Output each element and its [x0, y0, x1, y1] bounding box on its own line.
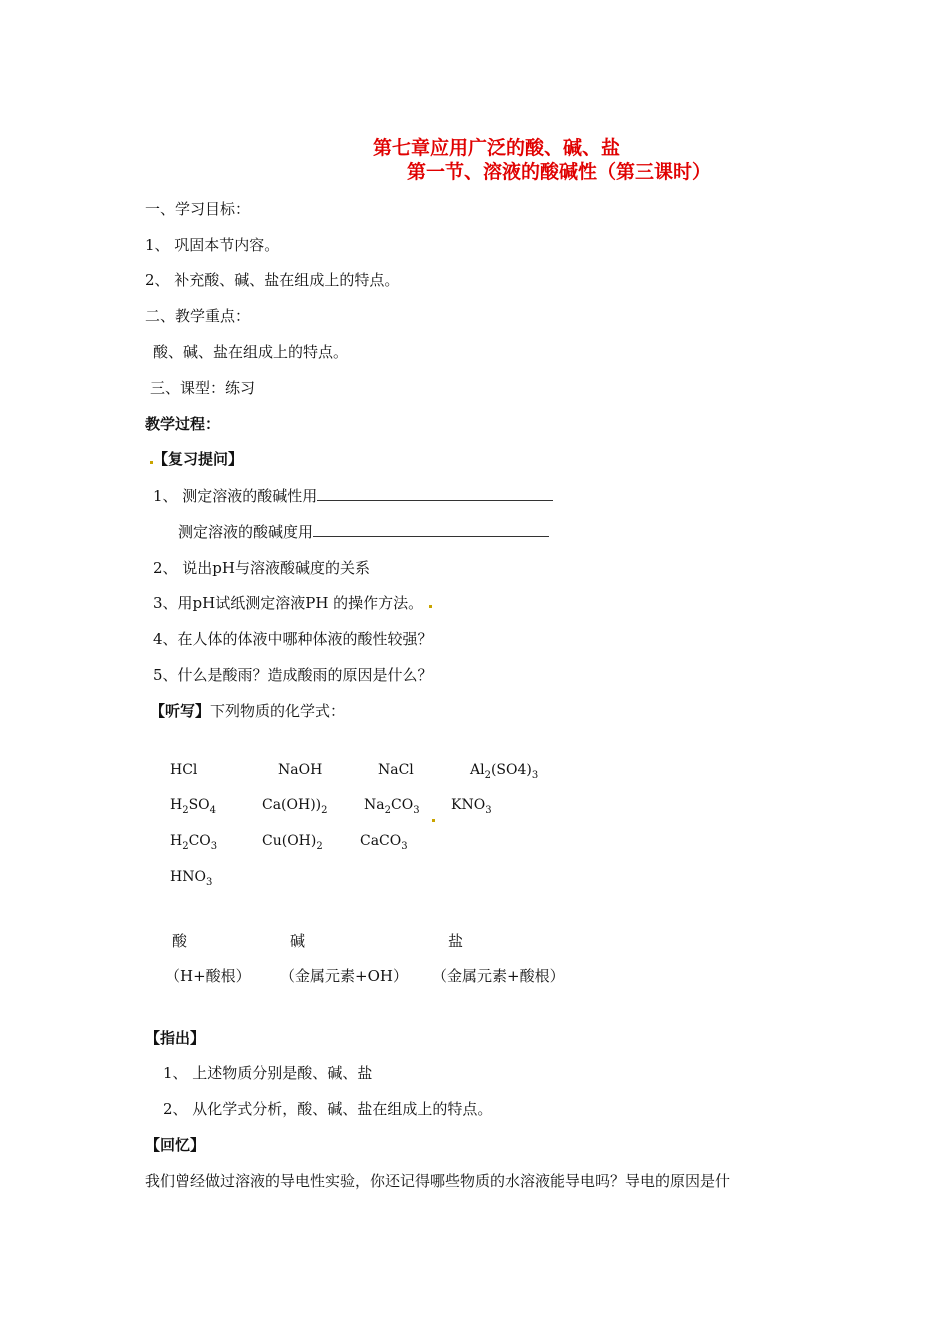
goal-item-1: 1、 巩固本节内容。 — [145, 236, 280, 254]
mark-dot — [432, 808, 435, 826]
category-salt: 盐 — [448, 932, 464, 950]
category-salt-def: （金属元素+酸根） — [432, 967, 565, 985]
recall-heading: 【回忆】 — [145, 1136, 206, 1154]
focus-heading: 二、教学重点： — [145, 307, 251, 325]
formula-cuoh2: $Cu(OH)_2$ — [262, 833, 323, 852]
question-2: 2、 说出pH与溶液酸碱度的关系 — [153, 559, 370, 577]
goals-heading: 一、学习目标： — [145, 200, 251, 218]
question-3: 3、用pH试纸测定溶液PH 的操作方法。 — [153, 592, 432, 613]
review-heading: 【复习提问】 — [150, 448, 243, 469]
formula-al2so43: $Al_2(SO4)_3$ — [470, 762, 539, 781]
category-base: 碱 — [290, 932, 306, 950]
category-acid: 酸 — [172, 932, 188, 950]
point-out-item-1: 1、 上述物质分别是酸、碱、盐 — [163, 1064, 373, 1082]
formula-caoh2: $Ca(OH))_2$ — [262, 797, 328, 816]
answer-blank-1[interactable] — [317, 486, 553, 501]
formula-kno3: $KNO_3$ — [451, 797, 492, 816]
formula-nacl: NaCl — [378, 762, 414, 778]
focus-text: 酸、碱、盐在组成上的特点。 — [153, 343, 349, 361]
category-acid-def: （H+酸根） — [165, 967, 251, 985]
recall-text: 我们曾经做过溶液的导电性实验，你还记得哪些物质的水溶液能导电吗？导电的原因是什 — [145, 1172, 731, 1190]
mark-dot — [429, 605, 432, 608]
point-out-item-2: 2、 从化学式分析，酸、碱、盐在组成上的特点。 — [163, 1100, 493, 1118]
chapter-title: 第七章应用广泛的酸、碱、盐 — [373, 137, 621, 159]
question-5: 5、什么是酸雨？造成酸雨的原因是什么？ — [153, 666, 433, 684]
answer-blank-2[interactable] — [313, 522, 549, 537]
section-title: 第一节、溶液的酸碱性（第三课时） — [407, 161, 712, 183]
formula-caco3: CaCO$_3$ — [360, 833, 408, 852]
formula-h2co3: $H_2CO_3$ — [170, 833, 218, 852]
formula-na2co3: $Na_2CO_3$ — [364, 797, 420, 816]
goal-item-2: 2、 补充酸、碱、盐在组成上的特点。 — [145, 271, 400, 289]
dictation-line: 【听写】下列物质的化学式： — [150, 702, 346, 720]
point-out-heading: 【指出】 — [145, 1029, 206, 1047]
formula-h2so4: $H_2SO_4$ — [170, 797, 217, 816]
dictation-label: 【听写】 — [150, 702, 211, 720]
formula-hcl: HCl — [170, 762, 198, 778]
category-base-def: （金属元素+OH） — [280, 967, 408, 985]
lesson-type: 三、课型：练习 — [150, 379, 256, 397]
process-heading: 教学过程： — [145, 415, 221, 433]
formula-naoh: NaOH — [278, 762, 323, 778]
question-4: 4、在人体的体液中哪种体液的酸性较强？ — [153, 630, 433, 648]
question-1b: 测定溶液的酸碱度用 — [178, 521, 549, 542]
formula-hno3: $HNO_3$ — [170, 869, 213, 888]
question-1a: 1、 测定溶液的酸碱性用 — [153, 485, 553, 506]
